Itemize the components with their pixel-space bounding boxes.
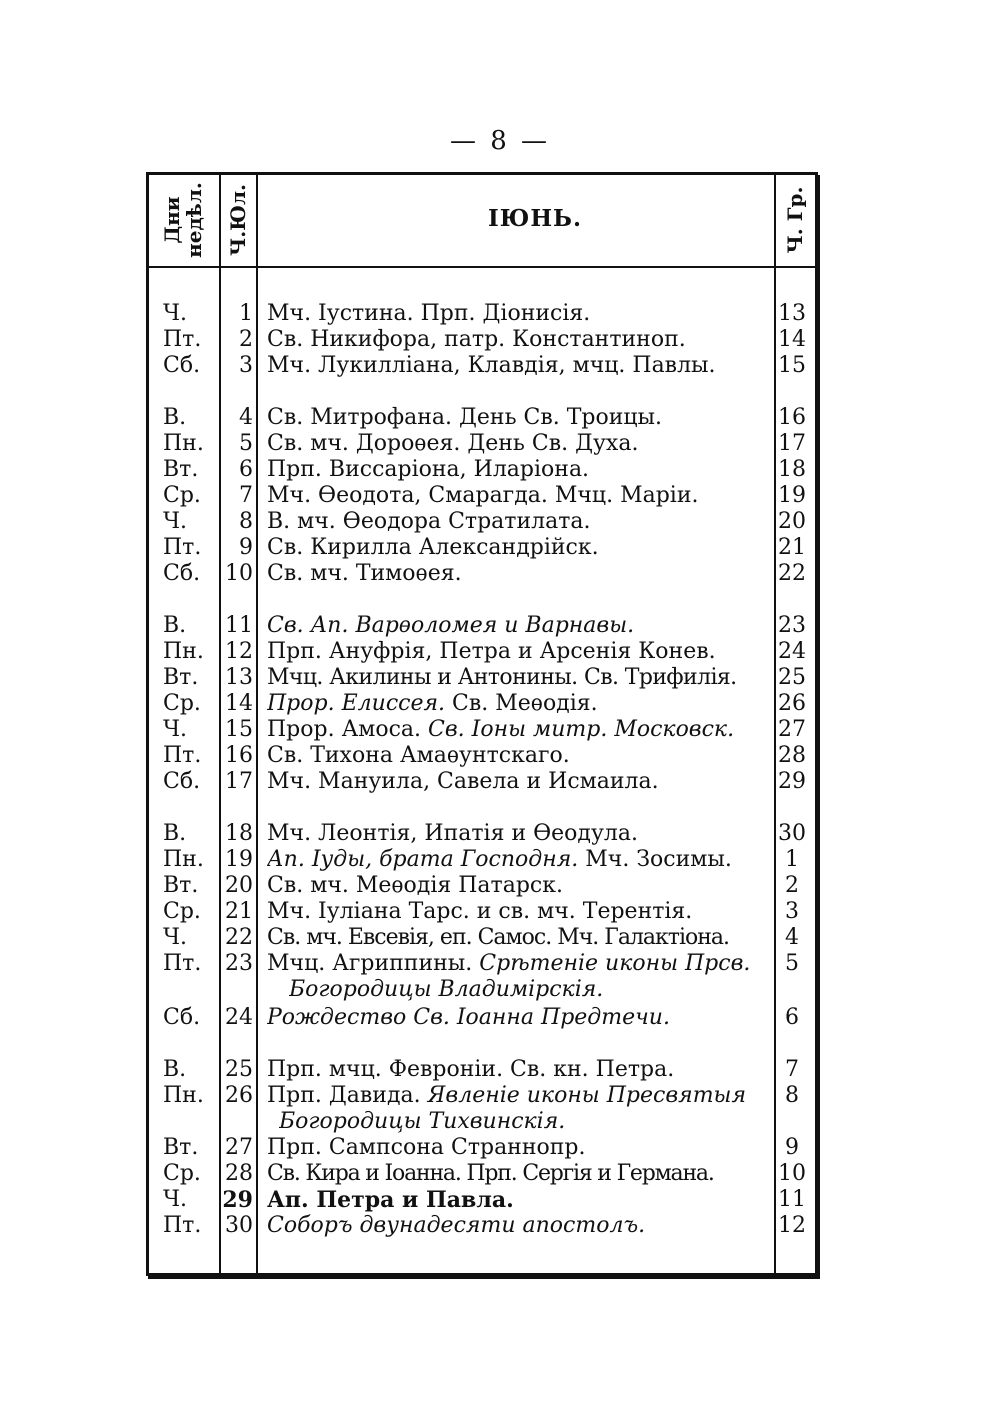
table-row: [149, 665, 815, 691]
table-row: [149, 457, 815, 483]
calendar-table: [146, 172, 818, 1276]
julian-date: 12: [225, 639, 253, 664]
commemoration: [267, 847, 775, 873]
table-row: [149, 353, 815, 379]
day-of-week: Ср.: [163, 1161, 201, 1186]
day-of-week: Ч.: [163, 717, 187, 742]
commemoration: Св. Тихона Амаѳунтскаго.: [267, 743, 570, 768]
julian-date: 30: [225, 1213, 253, 1238]
julian-date: 23: [225, 951, 253, 976]
table-row-continuation: [149, 977, 815, 1003]
gregorian-date: 10: [778, 1161, 806, 1186]
gregorian-date: 5: [785, 951, 799, 976]
table-row: [149, 483, 815, 509]
commemoration: Мч. Леонтія, Ипатія и Ѳеодула.: [267, 821, 638, 846]
day-of-week: Пт.: [163, 1213, 202, 1238]
day-of-week: Пт.: [163, 535, 202, 560]
gregorian-date: 13: [778, 301, 806, 326]
day-of-week: Сб.: [163, 353, 201, 378]
julian-date: 27: [225, 1135, 253, 1160]
commemoration: Св. Ап. Варѳоломея и Варнавы.: [267, 613, 635, 638]
day-of-week: Сб.: [163, 769, 201, 794]
table-row: [149, 405, 815, 431]
table-row: [149, 717, 815, 743]
header-month-title: ІЮНЬ.: [487, 205, 583, 232]
commemoration-feast: Прор. Елиссея.: [267, 691, 446, 716]
table-row: [149, 1213, 815, 1239]
table-row: [149, 1005, 815, 1031]
header-gregorian-day: Ч. Гр.: [783, 186, 807, 254]
commemoration: Св. Кира и Іоанна. Прп. Сергія и Германа.: [267, 1161, 714, 1186]
commemoration: Мч. Лукилліана, Клавдія, мчц. Павлы.: [267, 353, 716, 378]
commemoration-saint: Мчц. Агриппины.: [267, 951, 480, 976]
commemoration: Прп. Сампсона Страннопр.: [267, 1135, 586, 1160]
gregorian-date: 26: [778, 691, 806, 716]
table-row: [149, 925, 815, 951]
day-of-week: Сб.: [163, 561, 201, 586]
gregorian-date: 29: [778, 769, 806, 794]
commemoration: Мч. Ѳеодота, Смарагда. Мчц. Маріи.: [267, 483, 699, 508]
commemoration: Соборъ двунадесяти апостолъ.: [267, 1213, 646, 1238]
table-row: [149, 821, 815, 847]
gregorian-date: 9: [785, 1135, 799, 1160]
julian-date: 10: [225, 561, 253, 586]
commemoration: [267, 951, 775, 977]
julian-date: 26: [225, 1083, 253, 1108]
day-of-week: Ср.: [163, 691, 201, 716]
julian-date: 24: [225, 1005, 253, 1030]
table-row: [149, 431, 815, 457]
julian-date: 15: [225, 717, 253, 742]
gregorian-date: 6: [785, 1005, 799, 1030]
commemoration: [267, 717, 775, 743]
header-divider: [149, 266, 815, 268]
gregorian-date: 14: [778, 327, 806, 352]
table-row: [149, 613, 815, 639]
gregorian-date: 24: [778, 639, 806, 664]
gregorian-date: 1: [785, 847, 799, 872]
gregorian-date: 16: [778, 405, 806, 430]
day-of-week: Ч.: [163, 925, 187, 950]
commemoration: Ап. Петра и Павла.: [267, 1187, 514, 1213]
table-row: [149, 509, 815, 535]
day-of-week: Пт.: [163, 327, 202, 352]
julian-date: 5: [239, 431, 253, 456]
table-row: [149, 1057, 815, 1083]
gregorian-date: 8: [785, 1083, 799, 1108]
table-row: [149, 639, 815, 665]
commemoration: [267, 1083, 775, 1109]
table-row: [149, 1135, 815, 1161]
table-row: [149, 327, 815, 353]
table-row: [149, 535, 815, 561]
gregorian-date: 11: [778, 1187, 806, 1212]
table-row: [149, 743, 815, 769]
commemoration: Прп. мчц. Февроніи. Св. кн. Петра.: [267, 1057, 675, 1082]
julian-date: 7: [239, 483, 253, 508]
commemoration-continuation: Богородицы Тихвинскія.: [279, 1109, 566, 1134]
julian-date: 2: [239, 327, 253, 352]
gregorian-date: 18: [778, 457, 806, 482]
table-row: [149, 847, 815, 873]
gregorian-date: 12: [778, 1213, 806, 1238]
day-of-week: В.: [163, 405, 187, 430]
day-of-week: Пт.: [163, 743, 202, 768]
commemoration: Прп. Виссаріона, Иларіона.: [267, 457, 590, 482]
day-of-week: Ср.: [163, 899, 201, 924]
day-of-week: Ср.: [163, 483, 201, 508]
gregorian-date: 27: [778, 717, 806, 742]
header-days-line1: Дни: [160, 196, 184, 244]
commemoration-feast: Св. Іоны митр. Московск.: [428, 717, 735, 742]
day-of-week: Вт.: [163, 873, 199, 898]
gregorian-date: 3: [785, 899, 799, 924]
day-of-week: В.: [163, 821, 187, 846]
julian-date: 9: [239, 535, 253, 560]
table-row: [149, 873, 815, 899]
page-number: — 8 —: [449, 126, 551, 156]
commemoration: В. мч. Ѳеодора Стратилата.: [267, 509, 591, 534]
julian-date: 14: [225, 691, 253, 716]
julian-date: 21: [225, 899, 253, 924]
julian-date: 17: [225, 769, 253, 794]
day-of-week: Ч.: [163, 509, 187, 534]
table-row: [149, 301, 815, 327]
commemoration: Рождество Св. Іоанна Предтечи.: [267, 1005, 670, 1030]
day-of-week: Сб.: [163, 1005, 201, 1030]
commemoration: Мч. Мануила, Савела и Исмаила.: [267, 769, 659, 794]
table-row: [149, 899, 815, 925]
commemoration-saint: Прор. Амоса.: [267, 717, 429, 742]
gregorian-date: 15: [778, 353, 806, 378]
julian-date: 3: [239, 353, 253, 378]
julian-date: 18: [225, 821, 253, 846]
table-row: [149, 1161, 815, 1187]
commemoration-saint: Прп. Давида.: [267, 1083, 428, 1108]
commemoration-continuation: Богородицы Владимірскія.: [289, 977, 604, 1002]
commemoration: Св. мч. Тимоѳея.: [267, 561, 462, 586]
julian-date: 20: [225, 873, 253, 898]
day-of-week: В.: [163, 1057, 187, 1082]
day-of-week: Пн.: [163, 1083, 204, 1108]
commemoration-feast: Ап. Іуды, брата Господня.: [267, 847, 579, 872]
julian-date: 29: [222, 1187, 253, 1213]
julian-date: 13: [225, 665, 253, 690]
commemoration: Мч. Іустина. Прп. Діонисія.: [267, 301, 591, 326]
commemoration: Св. мч. Меѳодія Патарск.: [267, 873, 563, 898]
gregorian-date: 25: [778, 665, 806, 690]
commemoration: Св. мч. Евсевія, еп. Самос. Мч. Галактіона.: [267, 925, 730, 950]
gregorian-date: 2: [785, 873, 799, 898]
julian-date: 22: [225, 925, 253, 950]
day-of-week: Пт.: [163, 951, 202, 976]
header-days-line2: недѣл.: [182, 182, 206, 258]
day-of-week: Ч.: [163, 301, 187, 326]
commemoration: [267, 691, 775, 717]
day-of-week: Пн.: [163, 847, 204, 872]
day-of-week: Пн.: [163, 431, 204, 456]
gregorian-date: 19: [778, 483, 806, 508]
table-row: [149, 1187, 815, 1213]
gregorian-date: 23: [778, 613, 806, 638]
commemoration: Мч. Іуліана Тарс. и св. мч. Терентія.: [267, 899, 693, 924]
commemoration: Прп. Ануфрія, Петра и Арсенія Конев.: [267, 639, 716, 664]
table-row: [149, 769, 815, 795]
gregorian-date: 28: [778, 743, 806, 768]
julian-date: 16: [225, 743, 253, 768]
commemoration: Св. Никифора, патр. Константиноп.: [267, 327, 686, 352]
gregorian-date: 7: [785, 1057, 799, 1082]
julian-date: 6: [239, 457, 253, 482]
day-of-week: Вт.: [163, 457, 199, 482]
commemoration: Св. Митрофана. День Св. Троицы.: [267, 405, 663, 430]
table-row-continuation: [149, 1109, 815, 1135]
julian-date: 19: [225, 847, 253, 872]
commemoration-feast: Срѣтеніе иконы Прсв.: [479, 951, 751, 976]
day-of-week: В.: [163, 613, 187, 638]
gregorian-date: 17: [778, 431, 806, 456]
day-of-week: Ч.: [163, 1187, 187, 1212]
julian-date: 8: [239, 509, 253, 534]
gregorian-date: 22: [778, 561, 806, 586]
day-of-week: Вт.: [163, 665, 199, 690]
gregorian-date: 30: [778, 821, 806, 846]
day-of-week: Пн.: [163, 639, 204, 664]
day-of-week: Вт.: [163, 1135, 199, 1160]
gregorian-date: 20: [778, 509, 806, 534]
commemoration: Св. мч. Дороѳея. День Св. Духа.: [267, 431, 639, 456]
table-row: [149, 951, 815, 977]
header-julian-day: Ч.Юл.: [226, 183, 250, 257]
commemoration: Св. Кирилла Александрійск.: [267, 535, 599, 560]
julian-date: 1: [239, 301, 253, 326]
gregorian-date: 4: [785, 925, 799, 950]
commemoration-saint: Св. Меѳодія.: [445, 691, 598, 716]
julian-date: 25: [225, 1057, 253, 1082]
julian-date: 28: [225, 1161, 253, 1186]
julian-date: 4: [239, 405, 253, 430]
header-days-of-week: [161, 175, 207, 265]
table-row: [149, 561, 815, 587]
commemoration: Мчц. Акилины и Антонины. Св. Трифилія.: [267, 665, 737, 690]
commemoration-saint: Мч. Зосимы.: [578, 847, 732, 872]
commemoration-feast: Явленіе иконы Пресвятыя: [427, 1083, 747, 1108]
table-row: [149, 691, 815, 717]
julian-date: 11: [225, 613, 253, 638]
table-row: [149, 1083, 815, 1109]
gregorian-date: 21: [778, 535, 806, 560]
